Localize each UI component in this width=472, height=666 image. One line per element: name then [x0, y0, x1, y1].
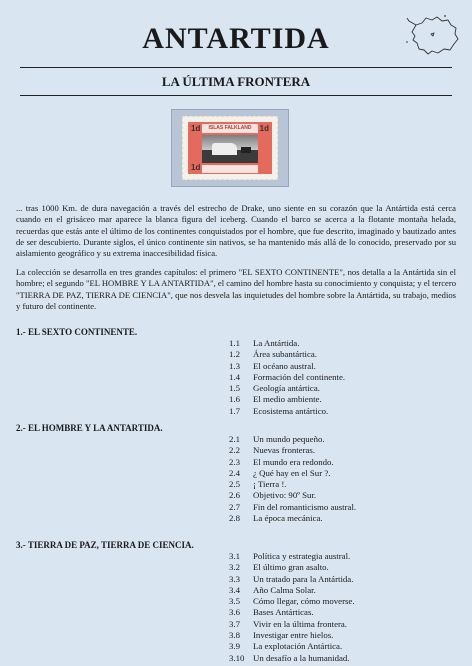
list-item [229, 513, 356, 524]
list-item [229, 619, 355, 630]
list-item-number: 3.8 [229, 630, 240, 641]
list-item-label: Vivir en la última frontera. [253, 618, 348, 629]
list-item-number: 1.5 [229, 383, 240, 394]
list-item-label: El último gran asalto. [253, 562, 329, 573]
iceberg-shape [212, 143, 237, 154]
list-item-number: 3.2 [229, 562, 240, 573]
list-item-number: 1.1 [229, 338, 240, 348]
list-item-number: 1.3 [229, 360, 240, 371]
list-item-label: Un desafío a la humanidad. [253, 652, 350, 663]
list-item-label: El océano austral. [253, 360, 316, 371]
list-item [229, 468, 356, 479]
stamp-mount [171, 109, 289, 187]
list-item [229, 585, 355, 596]
list-item [229, 596, 355, 607]
list-item [229, 434, 356, 445]
list-item-number: 3.3 [229, 573, 240, 584]
list-item [229, 607, 355, 618]
list-item [229, 394, 345, 405]
list-item [229, 338, 345, 349]
list-item-number: 2.1 [229, 434, 240, 444]
list-item-label: El medio ambiente. [253, 394, 322, 405]
list-item-number: 2.7 [229, 501, 240, 512]
list-item-label: Investigar entre hielos. [253, 630, 334, 641]
stamp-value-bottom-left: 1d [191, 163, 201, 172]
list-item [229, 479, 356, 490]
list-item-label: Política y estrategia austral. [253, 551, 351, 561]
list-item [229, 562, 355, 573]
list-item-number: 3.6 [229, 607, 240, 618]
stamp-country-text: ISLAS FALKLAND [202, 124, 258, 133]
list-item [229, 349, 345, 360]
section-2-list [229, 434, 356, 524]
stamp-value-top-left: 1d [191, 124, 201, 133]
list-item [229, 630, 355, 641]
list-item [229, 490, 356, 501]
section-title-2: 2.- EL HOMBRE Y LA ANTARTIDA. [16, 423, 163, 433]
list-item-number: 1.4 [229, 371, 240, 382]
list-item-number: 1.6 [229, 394, 240, 405]
stamp-value-top-right: 1d [259, 124, 269, 133]
list-item [229, 445, 356, 456]
list-item-label: El mundo era redondo. [253, 456, 334, 467]
list-item [229, 457, 356, 468]
list-item-label: Objetivo: 90º Sur. [253, 490, 317, 501]
antarctica-map-icon [404, 12, 462, 58]
section-3-list [229, 551, 355, 664]
list-item-number: 1.7 [229, 405, 240, 416]
list-item [229, 383, 345, 394]
stamp-iceberg-image [202, 135, 258, 163]
section-title-3: 3.- TIERRA DE PAZ, TIERRA DE CIENCIA. [16, 540, 194, 550]
list-item-number: 2.5 [229, 479, 240, 490]
intro-paragraph-2: La colección se desarrolla en tres grandes capítulos: el primero "EL SEXTO CONTINENTE", nos detalla a la Antártida sin el hombre; el segundo "EL HOMBRE Y LA ANTARTIDA", el camino del hombre hasta su conocimiento y conquista; y el tercero "TIERRA DE PAZ, TIERRA DE CIENCIA", que nos desvela las inquietudes del hombre sobre la Antártida, su trabajo, medios y futuro del continente. [16, 267, 456, 311]
section-title-1: 1.- EL SEXTO CONTINENTE. [16, 327, 138, 337]
list-item-label: Ecosistema antártico. [253, 405, 329, 416]
list-item-number: 2.6 [229, 490, 240, 501]
list-item [229, 653, 355, 664]
list-item-label: ¡ Tierra !. [253, 479, 287, 490]
list-item [229, 641, 355, 652]
list-item-label: Formación del continente. [253, 371, 346, 382]
list-item-label: La época mecánica. [253, 513, 323, 524]
list-item [229, 372, 345, 383]
list-item-number: 3.1 [229, 551, 240, 561]
list-item-label: La Antártida. [253, 338, 300, 348]
list-item-label: Cómo llegar, cómo moverse. [253, 596, 355, 607]
stamp-bottom-banner [202, 165, 258, 173]
list-item [229, 574, 355, 585]
top-rule [20, 67, 452, 68]
list-item-number: 2.3 [229, 456, 240, 467]
page-title: ANTARTIDA [142, 22, 330, 55]
section-1-list [229, 338, 345, 417]
list-item-number: 3.9 [229, 641, 240, 652]
stamp-frame [188, 122, 272, 174]
list-item-label: Geología antártica. [253, 383, 320, 394]
list-item-label: Un mundo pequeño. [253, 434, 325, 444]
list-item-label: Nuevas fronteras. [253, 445, 316, 456]
list-item-number: 2.2 [229, 445, 240, 456]
intro-paragraph-1: ... tras 1000 Km. de dura navegación a través del estrecho de Drake, uno siente en su corazón que la Antártida está cerca cuando en el grisáceo mar aparece la blanca figura del iceberg. Cuando el barco se acerca a la flotante montaña helada, recuerdas que estás ante el último de los continentes conquistados por el hombre, que fue descrito, imaginado y bautizado antes de ser descubierto. Durante siglos, el único continente sin nativos, se ha mantenido más allá de lo conocido, preservado por su aislamiento geográfico y su extrema inaccesibilidad física. [16, 203, 456, 259]
postage-stamp [182, 116, 278, 180]
list-item-number: 2.8 [229, 513, 240, 524]
page-subtitle: LA ÚLTIMA FRONTERA [161, 74, 311, 89]
list-item-number: 3.10 [229, 652, 245, 663]
list-item-label: Bases Antárticas. [253, 607, 314, 618]
list-item [229, 361, 345, 372]
list-item-number: 3.4 [229, 584, 240, 595]
list-item [229, 502, 356, 513]
list-item-number: 1.2 [229, 349, 240, 360]
list-item-label: Área subantártica. [253, 349, 317, 360]
subtitle-rule [20, 95, 452, 96]
list-item [229, 406, 345, 417]
ship-shape [241, 147, 251, 153]
list-item-number: 3.7 [229, 618, 240, 629]
list-item-label: Fin del romanticismo austral. [253, 501, 357, 512]
list-item [229, 551, 355, 562]
list-item-label: Año Calma Solar. [253, 584, 316, 595]
list-item-label: La explotación Antártica. [253, 641, 343, 652]
list-item-label: ¿ Qué hay en el Sur ?. [253, 467, 331, 478]
list-item-number: 2.4 [229, 467, 240, 478]
list-item-label: Un tratado para la Antártida. [253, 573, 354, 584]
list-item-number: 3.5 [229, 596, 240, 607]
